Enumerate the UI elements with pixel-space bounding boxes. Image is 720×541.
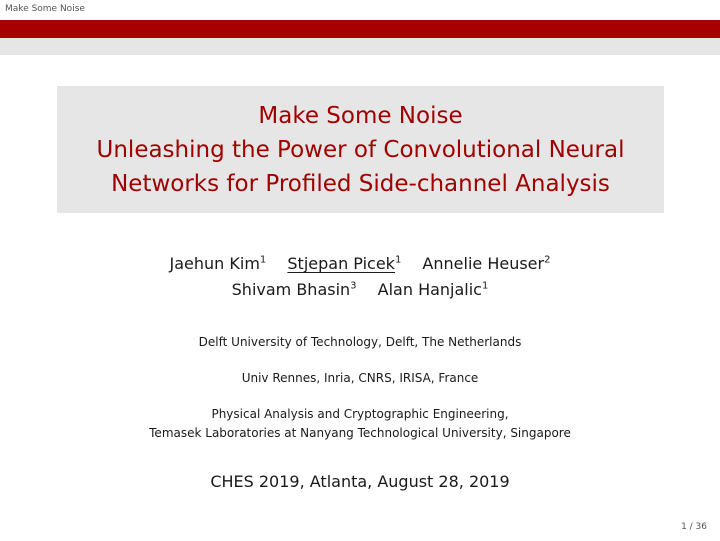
header-short-title: Make Some Noise (5, 4, 85, 14)
affiliation-3-line-1: Physical Analysis and Cryptographic Engineering, (211, 407, 509, 421)
author: Annelie Heuser$^2$ (422, 254, 551, 273)
author: Shivam Bhasin$^3$ (231, 280, 357, 299)
title-line-2: Unleashing the Power of Convolutional Neural (96, 136, 625, 163)
slide-header (0, 0, 720, 20)
header-accent-bar (0, 20, 720, 38)
authors-row-2 (0, 280, 720, 299)
affiliation-1: Delft University of Technology, Delft, The Netherlands (198, 335, 522, 349)
author-presenter: Stjepan Picek$^1$ (287, 254, 402, 273)
author: Jaehun Kim$^1$ (169, 254, 267, 273)
affiliation-3-line-2: Temasek Laboratories at Nanyang Technological University, Singapore (149, 426, 571, 440)
title-line-1: Make Some Noise (258, 102, 463, 129)
header-subbar (0, 38, 720, 55)
title-box (57, 86, 664, 213)
affiliation-2: Univ Rennes, Inria, CNRS, IRISA, France (241, 371, 479, 385)
page-number: 1 / 36 (681, 522, 707, 532)
affiliation-3 (0, 405, 720, 443)
event-info: CHES 2019, Atlanta, August 28, 2019 (210, 472, 510, 491)
authors-row-1 (0, 254, 720, 273)
title-line-3: Networks for Profiled Side-channel Analysis (111, 170, 610, 197)
author: Alan Hanjalic$^1$ (377, 280, 489, 299)
